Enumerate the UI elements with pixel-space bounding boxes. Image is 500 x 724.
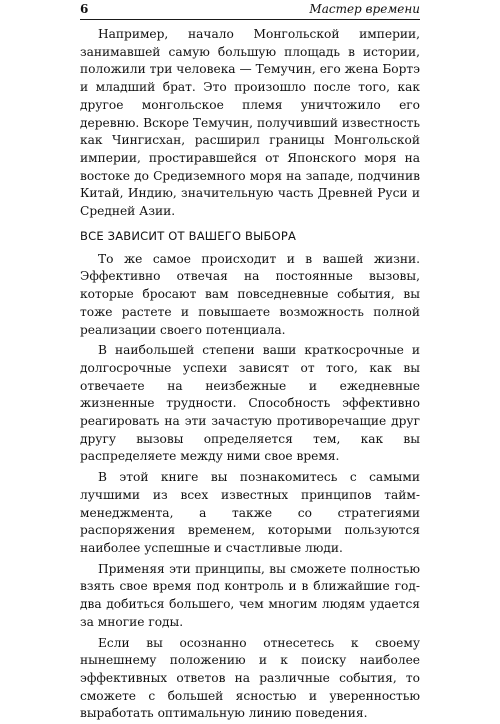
running-header: [80, 0, 420, 20]
paragraph-short-and-long-term-success: В наибольшей степени ваши краткосрочные и долгосрочные успехи зависят от того, как вы отвечаете на неизбежные и ежедневные жизненные трудности. Способность эффективно реагировать на эти зачастую противоречащие друг другу вызовы определяется тем, как вы распределяете между ними свое время.: [80, 343, 420, 464]
page-number: 6: [80, 2, 89, 16]
body-text: [80, 26, 420, 724]
paragraph-mongol-empire: Например, начало Монгольской империи, занимавшей самую большую площадь в истории, положили три человека — Темучин, его жена Бортэ и младший брат. Это произошло после того, как другое монгольское племя уничтожило его деревню. Вскоре Темучин, получивший известность как Чингисхан, расширил границы Монгольской империи, простиравшейся от Японского моря на востоке до Средиземного моря на западе, подчинив Китай, Индию, значительную часть Древней Руси и Средней Азии.: [80, 27, 420, 219]
section-heading: ВСЕ ЗАВИСИТ ОТ ВАШЕГО ВЫБОРА: [80, 228, 297, 243]
paragraph-conscious-attitude: Если вы осознанно отнесетесь к своему нынешнему положению и к поиску наиболее эффективных ответов на различные события, то сможете с большей ясностью и уверенностью выработать оптимальную линию поведения.: [80, 635, 420, 721]
book-title: Мастер времени: [309, 2, 420, 16]
paragraph-in-this-book: В этой книге вы познакомитесь с самыми лучшими из всех известных принципов тайм-менеджмента, а также со стратегиями распоряжения временем, которыми пользуются наиболее успешные и счастливые люди.: [80, 470, 420, 555]
paragraph-applying-principles: Применяя эти принципы, вы сможете полностью взять свое время под контроль и в ближайшие год-два добиться большего, чем многим людям удается за многие годы.: [80, 561, 420, 629]
paragraph-same-in-your-life: То же самое происходит и в вашей жизни. Эффективно отвечая на постоянные вызовы, которые бросают вам повседневные события, вы тоже растете и повышаете возможность полной реализации своего потенциала.: [80, 251, 420, 337]
